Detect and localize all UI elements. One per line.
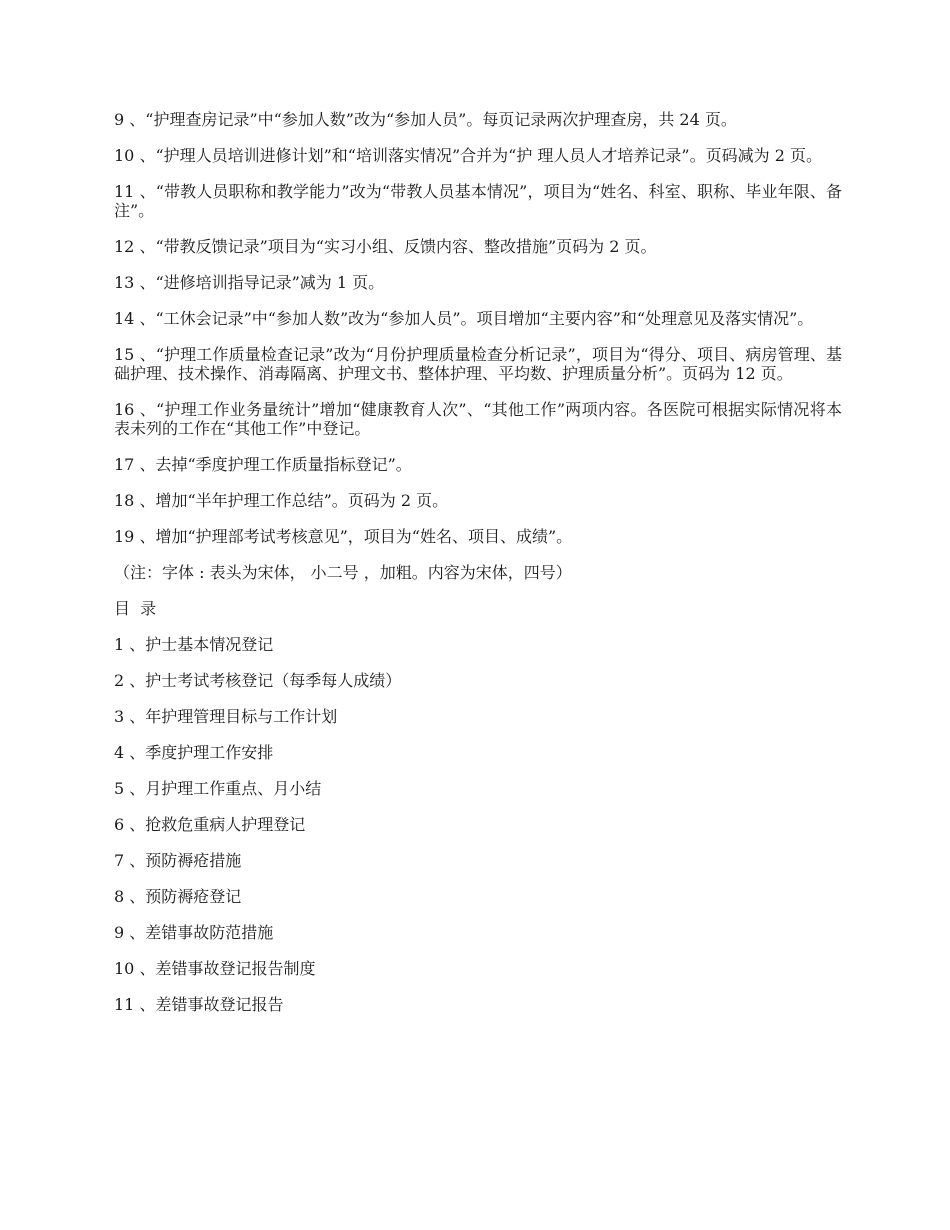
toc-item: 8 、预防褥疮登记 [114, 887, 242, 906]
toc-item: 2 、护士考试考核登记（每季每人成绩） [114, 671, 402, 690]
toc-item: 7 、预防褥疮措施 [114, 851, 242, 870]
toc-item: 10 、差错事故登记报告制度 [114, 959, 316, 978]
revision-item-12: 12 、“带教反馈记录”项目为“实习小组、反馈内容、整改措施”页码为 2 页。 [114, 237, 657, 256]
revision-item-10: 10 、“护理人员培训进修计划”和“培训落实情况”合并为“护 理人员人才培养记录”。页码减为 2 页。 [114, 146, 822, 165]
document-body [114, 110, 842, 1031]
revision-item-11: 11 、“带教人员职称和教学能力”改为“带教人员基本情况”，项目为“姓名、科室、职称、毕业年限、备注”。 [114, 182, 842, 220]
revision-item-14: 14 、“工休会记录”中“参加人数”改为“参加人员”。项目增加“主要内容”和“处理意见及落实情况”。 [114, 309, 814, 328]
toc-item: 4 、季度护理工作安排 [114, 743, 274, 762]
toc-item: 9 、差错事故防范措施 [114, 923, 274, 942]
revision-item-17: 17 、去掉“季度护理工作质量指标登记”。 [114, 455, 412, 474]
revision-item-15: 15 、“护理工作质量检查记录”改为“月份护理质量检查分析记录”，项目为“得分、项目、病房管理、基础护理、技术操作、消毒隔离、护理文书、整体护理、平均数、护理质量分析”。页码为 12 页。 [114, 345, 842, 383]
revision-item-18: 18 、增加“半年护理工作总结”。页码为 2 页。 [114, 491, 449, 510]
revision-item-9: 9 、“护理查房记录”中“参加人数”改为“参加人员”。每页记录两次护理查房，共 24 页。 [114, 110, 737, 129]
toc-item: 3 、年护理管理目标与工作计划 [114, 707, 338, 726]
toc-item: 5 、月护理工作重点、月小结 [114, 779, 322, 798]
revision-item-19: 19 、增加“护理部考试考核意见”，项目为“姓名、项目、成绩”。 [114, 527, 573, 546]
toc-title: 目 录 [114, 599, 157, 618]
toc-item: 11 、差错事故登记报告 [114, 995, 284, 1014]
font-note: （注：字体 : 表头为宋体， 小二号 ，加粗。内容为宋体，四号） [114, 563, 572, 582]
toc-item: 6 、抢救危重病人护理登记 [114, 815, 306, 834]
toc-item: 1 、护士基本情况登记 [114, 635, 274, 654]
revision-item-13: 13 、“进修培训指导记录”减为 1 页。 [114, 273, 385, 292]
revision-item-16: 16 、“护理工作业务量统计”增加“健康教育人次”、“其他工作”两项内容。各医院可根据实际情况将本表未列的工作在“其他工作”中登记。 [114, 400, 842, 438]
